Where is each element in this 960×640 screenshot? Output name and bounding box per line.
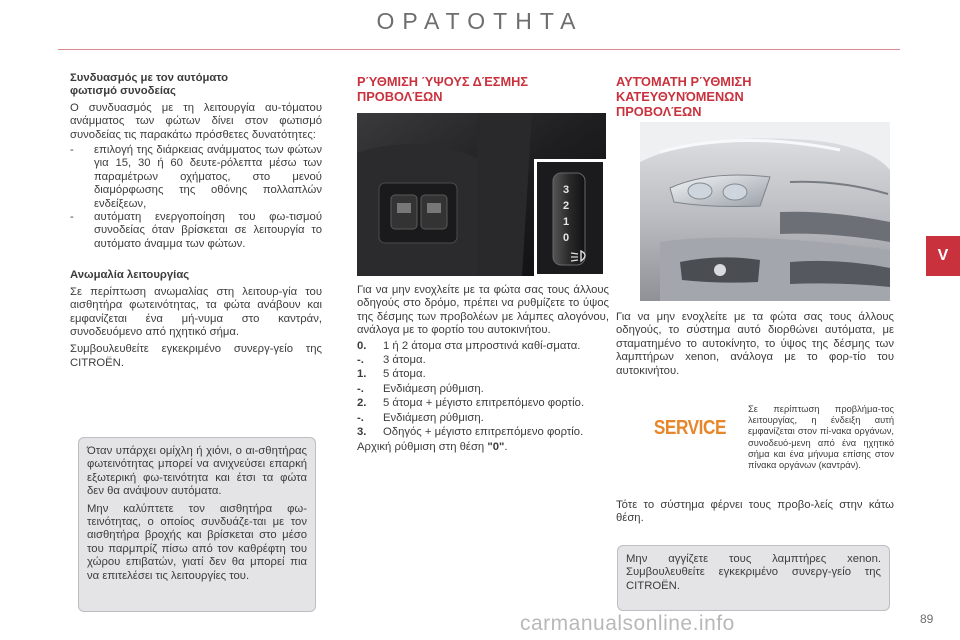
position-text: Ενδιάμεση ρύθμιση. — [383, 382, 484, 395]
heading-line: ΠΡΟΒΟΛΈΩΝ — [616, 104, 702, 119]
note-box-xenon — [617, 545, 890, 611]
list-item — [70, 144, 322, 211]
position-text: Ενδιάμεση ρύθμιση. — [383, 411, 484, 424]
position-key: -. — [357, 354, 364, 367]
section-heading-malfunction: Ανωμαλία λειτουργίας — [70, 269, 190, 282]
heading-line: φωτισμό συνοδείας — [70, 85, 176, 98]
automatic-headlamp-section — [616, 74, 894, 119]
initial-setting-value: "0" — [487, 441, 505, 454]
section-heading-manual-beam — [357, 74, 609, 104]
list-item — [357, 426, 609, 439]
heading-line: Συνδυασμός με τον αυτόματο — [70, 72, 228, 84]
load-position-list — [357, 340, 609, 440]
position-text: 5 άτομα + μέγιστο επιτρεπόμενο φορτίο. — [383, 397, 585, 410]
heading-line: ΡΎΘΜΙΣΗ ΎΨΟΥΣ ΔΈΣΜΗΣ — [357, 74, 529, 89]
heading-line: ΠΡΟΒΟΛΈΩΝ — [357, 89, 443, 104]
heading-line: ΑΥΤΌΜΑΤΗ ΡΎΘΜΙΣΗ — [616, 74, 752, 89]
list-item — [357, 354, 609, 367]
car-front-photo — [640, 122, 890, 301]
position-text: 3 άτομα. — [383, 354, 426, 367]
dial-mark-1: 1 — [563, 216, 570, 228]
position-text: 1 ή 2 άτομα στα μπροστινά καθί-σματα. — [383, 339, 581, 352]
dial-mark-3: 3 — [563, 184, 570, 196]
list-dash: - — [70, 144, 74, 157]
paragraph: Συμβουλευθείτε εγκεκριμένο συνεργ-γείο της CITROËN. — [70, 343, 322, 369]
list-item-text: επιλογή της διάρκειας ανάμματος των φώτων για 15, 30 ή 60 δευτε-ρόλεπτα μέσω των παραμέτρων οχήματος, στο μενού διαμόρφωσης της οθόνης πολλαπλών ενδείξεων, — [94, 144, 322, 210]
section-heading-automatic-guide-me — [70, 72, 322, 99]
note-paragraph: Όταν υπάρχει ομίχλη ή χιόνι, ο αι-σθητήρας φωτεινότητας μπορεί να ανιχνεύσει επαρκή εξωτερική φω-τεινότητα και έτσι τα φώτα δεν θα ανάψουν αυτόματα. — [87, 445, 307, 498]
section-heading-automatic-directional — [616, 74, 894, 119]
list-item — [357, 412, 609, 425]
note-paragraph: Μην αγγίζετε τους λαμπτήρες xenon. Συμβουλευθείτε εγκεκριμένο συνεργ-γείο της CITROËN. — [626, 553, 881, 592]
position-key: 3. — [357, 426, 367, 439]
note-paragraph: Μην καλύπτετε τον αισθητήρα φω-τεινότητας, ο οποίος συνδυάζε-ται με τον αισθητήρα βροχής και βρίσκεται στο μέσο του παρμπρίζ πίσω από τον καθρέφτη του χώρου επιβατών, γιατί δεν θα μπορεί πια να επιτελέσει τις λειτουργίες του. — [87, 502, 307, 582]
service-label: SERVICE — [653, 416, 727, 439]
dial-mark-0: 0 — [563, 232, 570, 244]
initial-setting-suffix: . — [504, 441, 508, 454]
option-list — [70, 144, 322, 251]
list-item — [357, 340, 609, 353]
initial-setting-line — [357, 441, 609, 454]
list-item — [357, 383, 609, 396]
list-item — [357, 368, 609, 381]
list-item — [70, 211, 322, 251]
car-front-illustration — [640, 122, 890, 301]
lowered-position-text — [616, 499, 894, 526]
chapter-tab[interactable]: V — [926, 236, 960, 276]
position-text: 5 άτομα. — [383, 368, 426, 381]
position-text: Οδηγός + μέγιστο επιτρεπόμενο φορτίο. — [383, 426, 584, 439]
automatic-headlamp-text — [616, 311, 894, 378]
headlamp-adjustment-text — [357, 284, 609, 455]
paragraph: Ο συνδυασμός με τη λειτουργία αυ-τόματου ανάμματος των φώτων δίνει στον φωτισμό συνοδείας τις παρακάτω πρόσθετες δυνατότητες: — [70, 101, 322, 141]
initial-setting-text: Αρχική ρύθμιση στη θέση — [357, 441, 488, 454]
position-key: 2. — [357, 397, 367, 410]
position-key: 1. — [357, 368, 367, 381]
service-note: Σε περίπτωση προβλήμα-τος λειτουργίας, η ένδειξη αυτή εμφανίζεται στον πί-νακα οργάνων, συνοδευό-μενη από ένα ηχητικό σήμα και ένα μήνυμα επίσης στον πίνακα οργάνων (καντράν). — [748, 404, 894, 471]
list-item-text: αυτόματη ενεργοποίηση του φω-τισμού συνοδείας όταν βρίσκεται σε λειτουργία το αυτόματο άναμμα των φώτων. — [94, 211, 322, 250]
position-key: -. — [357, 382, 364, 395]
paragraph: Σε περίπτωση ανωμαλίας στη λειτουρ-γία του αισθητήρα φωτεινότητας, τα φώτα ανάβουν και εμφανίζεται ένα μή-νυμα στο καντράν, συνοδευόμενο από ηχητικό σήμα. — [70, 285, 322, 338]
watermark: carmanualsonline.info — [520, 612, 735, 635]
position-key: 0. — [357, 339, 367, 352]
position-key: -. — [357, 411, 364, 424]
follow-me-home-section — [70, 72, 322, 370]
paragraph: Για να μην ενοχλείτε με τα φώτα σας τους άλλους οδηγούς στο δρόμο, πρέπει να ρυθμίζετε το ύψος της δέσμης των προβολέων με λάμπες αλογόνου, ανάλογα με το φορτίο του αυτοκινήτου. — [357, 284, 609, 337]
paragraph: Τότε το σύστημα φέρνει τους προβο-λείς στην κάτω θέση. — [616, 499, 894, 525]
page-title: ΟΡΑΤΟΤΗΤΑ — [376, 8, 584, 34]
note-box-sensor — [78, 437, 316, 612]
title-divider — [58, 49, 900, 50]
headlamp-adjustment-section — [357, 74, 609, 104]
page-number: 89 — [920, 612, 934, 626]
headlamp-dial-photo — [357, 113, 606, 276]
list-item — [357, 397, 609, 410]
paragraph: Για να μην ενοχλείτε με τα φώτα σας τους άλλους οδηγούς, το σύστημα αυτό διορθώνει αυτόματα, με σταματημένο το αυτοκίνητο, το ύψος της δέσμης των λαμπτήρων xenon, ανάλογα με το φορ-τίο του αυτοκινήτου. — [616, 311, 894, 377]
service-warning-indicator — [650, 408, 730, 448]
heading-line: ΚΑΤΕΥΘΥΝΌΜΕΝΩΝ — [616, 89, 744, 104]
dashboard-switch-illustration — [357, 113, 606, 276]
dial-mark-2: 2 — [563, 200, 570, 212]
list-dash: - — [70, 211, 74, 224]
